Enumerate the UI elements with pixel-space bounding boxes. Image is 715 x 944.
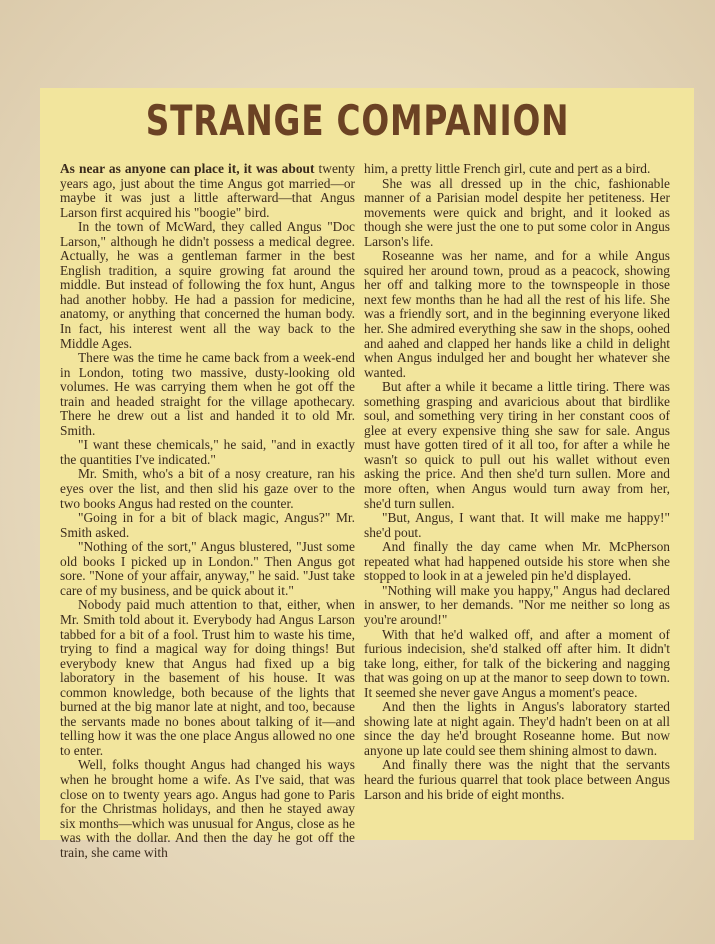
paragraph: In the town of McWard, they called Angus "Doc Larson," although he didn't possess a medical degree. Actually, he was a gentleman farmer in the best English tradition, a squire growing fat around the middle. But instead of following the fox hunt, Angus had another hobby. He had a passion for medicine, anatomy, or anything that concerned the human body. In fact, his interest went all the way back to the Middle Ages. <box>60 219 355 351</box>
paragraph: "Nothing will make you happy," Angus had declared in answer, to her demands. "Nor me neither so long as you're around!" <box>364 582 670 627</box>
paragraph: There was the time he came back from a week-end in London, toting two massive, dusty-looking old volumes. He was carrying them when he got off the train and headed straight for the village apothecary. There he drew out a list and handed it to old Mr. Smith. <box>60 350 355 438</box>
paragraph: "Nothing of the sort," Angus blustered, "Just some old books I picked up in London." Then Angus got sore. "None of your affair, anyway," he said. "Just take care of my business, and be quick about it." <box>60 539 355 598</box>
paragraph: him, a pretty little French girl, cute and pert as a bird. <box>364 161 651 176</box>
paragraph: Well, folks thought Angus had changed his ways when he brought home a wife. As I've said, that was close on to twenty years ago. Angus had gone to Paris for the Christmas holidays, and then he stayed away six months—which was unusual for Angus, close as he was with the dollar. And then the day he got off the train, she came with <box>60 757 355 860</box>
lead-in: As near as anyone can place it, it was about <box>60 161 315 176</box>
paragraph: "Going in for a bit of black magic, Angus?" Mr. Smith asked. <box>60 510 355 540</box>
story-title: STRANGE COMPANION <box>145 96 570 145</box>
paragraph: She was all dressed up in the chic, fashionable manner of a Parisian model despite her petiteness. Her movements were quick and bright, and it looked as though she were just the one to put some color in Angus Larson's life. <box>364 175 670 249</box>
paragraph: With that he'd walked off, and after a moment of furious indecision, she'd stalked off after him. It didn't take long, either, for talk of the bickering and nagging that was going on up at the manor to seep down to town. It seemed she never gave Angus a moment's peace. <box>364 626 670 700</box>
paragraph: And finally there was the night that the servants heard the furious quarrel that took place between Angus Larson and his bride of eight months. <box>364 757 670 802</box>
paragraph <box>60 162 355 220</box>
paragraph: But after a while it became a little tiring. There was something grasping and avaricious about that birdlike soul, and something very tiring in her constant coos of glee at every expensive thing she saw for sale. Angus must have gotten tired of it all too, for after a while he wasn't so quick to pull out his wallet without even asking the price. And then she'd turn sullen. More and more often, when Angus would turn away from her, she'd turn sullen. <box>364 379 670 511</box>
paragraph: And finally the day came when Mr. McPherson repeated what had happened outside his store when she stopped to look in at a jeweled pin he'd displayed. <box>364 539 670 584</box>
paragraph: And then the lights in Angus's laboratory started showing late at night again. They'd hadn't been on at all since the day he'd brought Roseanne home. But now anyone up late could see them shining almost to dawn. <box>364 699 670 758</box>
paragraph: "But, Angus, I want that. It will make me happy!" she'd pout. <box>364 510 670 540</box>
left-column <box>60 162 355 860</box>
right-column <box>364 162 670 802</box>
paragraph-text: twenty years ago, just about the time Angus got married—or maybe it was just a little afterward—that Angus Larson first acquired his "boogie" bird. <box>60 161 356 220</box>
paragraph: Nobody paid much attention to that, either, when Mr. Smith told about it. Everybody had Angus Larson tabbed for a bit of a fool. Trust him to waste his time, trying to find a magical way for doing things! But everybody knew that Angus had fixed up a big laboratory in the basement of his house. It was common knowledge, both because of the lights that burned at the big manor late at night, and too, because the servants made no bones about talking of it—and telling how it was the one place Angus allowed no one to enter. <box>60 597 355 758</box>
paragraph: Mr. Smith, who's a bit of a nosy creature, ran his eyes over the list, and then slid his gaze over to the two books Angus had rested on the counter. <box>60 466 355 511</box>
paragraph: Roseanne was her name, and for a while Angus squired her around town, proud as a peacock, showing her off and talking more to the townspeople in those next few months than he had all the rest of his life. She was a friendly sort, and in the beginning everyone liked her. She admired everything she saw in the shops, oohed and aahed and clapped her hands like a child in delight when Angus indulged her and bought her whatever she wanted. <box>364 248 670 380</box>
paragraph: "I want these chemicals," he said, "and in exactly the quantities I've indicated." <box>60 437 355 467</box>
